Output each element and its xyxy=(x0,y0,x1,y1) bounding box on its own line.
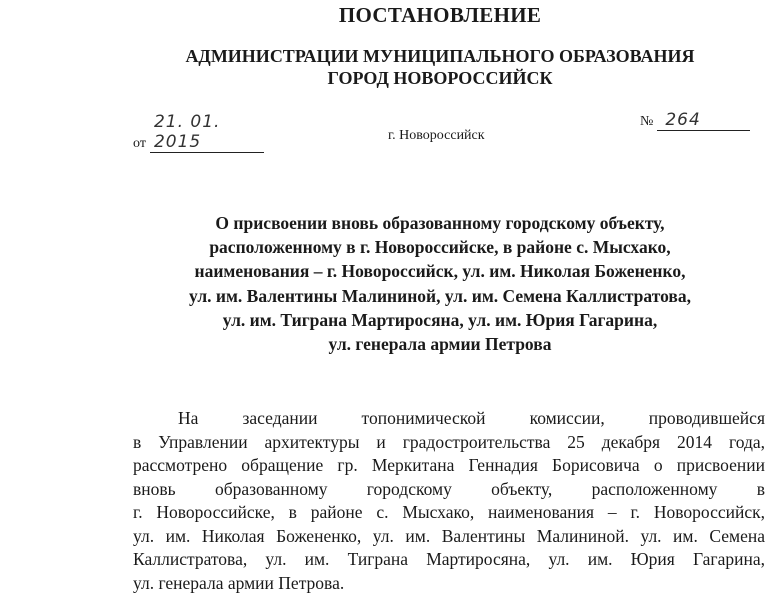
body-line xyxy=(178,406,765,430)
document-title: ПОСТАНОВЛЕНИЕ xyxy=(338,3,542,27)
body-text: г. Новороссийске, в районе с. Мысхако, наименования – г. Новороссийск, xyxy=(133,502,765,522)
body-line xyxy=(133,500,765,524)
body-line xyxy=(133,524,765,548)
body-line xyxy=(133,571,765,595)
body-line xyxy=(133,477,765,501)
body-text: Каллистратова, ул. им. Тиграна Мартиросяна, ул. им. Юрия Гагарина, xyxy=(133,549,765,569)
body-line xyxy=(133,547,765,571)
body-text: На заседании топонимической комиссии, проводившейся xyxy=(178,408,765,428)
heading-line: ул. генерала армии Петрова xyxy=(328,334,552,355)
date-prefix: от xyxy=(133,136,146,151)
document-heading xyxy=(120,211,760,356)
number-value: 264 xyxy=(657,110,750,131)
number-field xyxy=(640,110,750,131)
body-text: рассмотрено обращение гр. Меркитана Геннадия Борисовича о присвоении xyxy=(133,455,765,475)
organization-line-2: ГОРОД НОВОРОССИЙСК xyxy=(327,68,553,88)
date-field xyxy=(133,112,264,153)
body-text: вновь образованному городскому объекту, расположенному в xyxy=(133,479,765,499)
body-text: ул. им. Николая Божененко, ул. им. Валентины Малининой. ул. им. Семена xyxy=(133,526,765,546)
body-text: ул. генерала армии Петрова. xyxy=(133,573,345,593)
body-line xyxy=(133,453,765,477)
date-value: 21. 01. 2015 xyxy=(150,112,264,153)
number-prefix: № xyxy=(640,114,654,129)
heading-line: наименования – г. Новороссийск, ул. им. Николая Божененко, xyxy=(194,261,686,282)
organization-line-1: АДМИНИСТРАЦИИ МУНИЦИПАЛЬНОГО ОБРАЗОВАНИЯ xyxy=(185,46,695,66)
heading-line: ул. им. Валентины Малининой, ул. им. Семена Каллистратова, xyxy=(189,285,691,306)
body-text: в Управлении архитектуры и градостроительства 25 декабря 2014 года, xyxy=(133,432,765,452)
heading-line: ул. им. Тиграна Мартиросяна, ул. им. Юрия Гагарина, xyxy=(222,309,658,330)
heading-line: расположенному в г. Новороссийске, в районе с. Мысхако, xyxy=(209,237,671,258)
heading-line: О присвоении вновь образованному городскому объекту, xyxy=(215,213,665,233)
city: г. Новороссийск xyxy=(388,128,485,143)
body-line xyxy=(133,430,765,454)
